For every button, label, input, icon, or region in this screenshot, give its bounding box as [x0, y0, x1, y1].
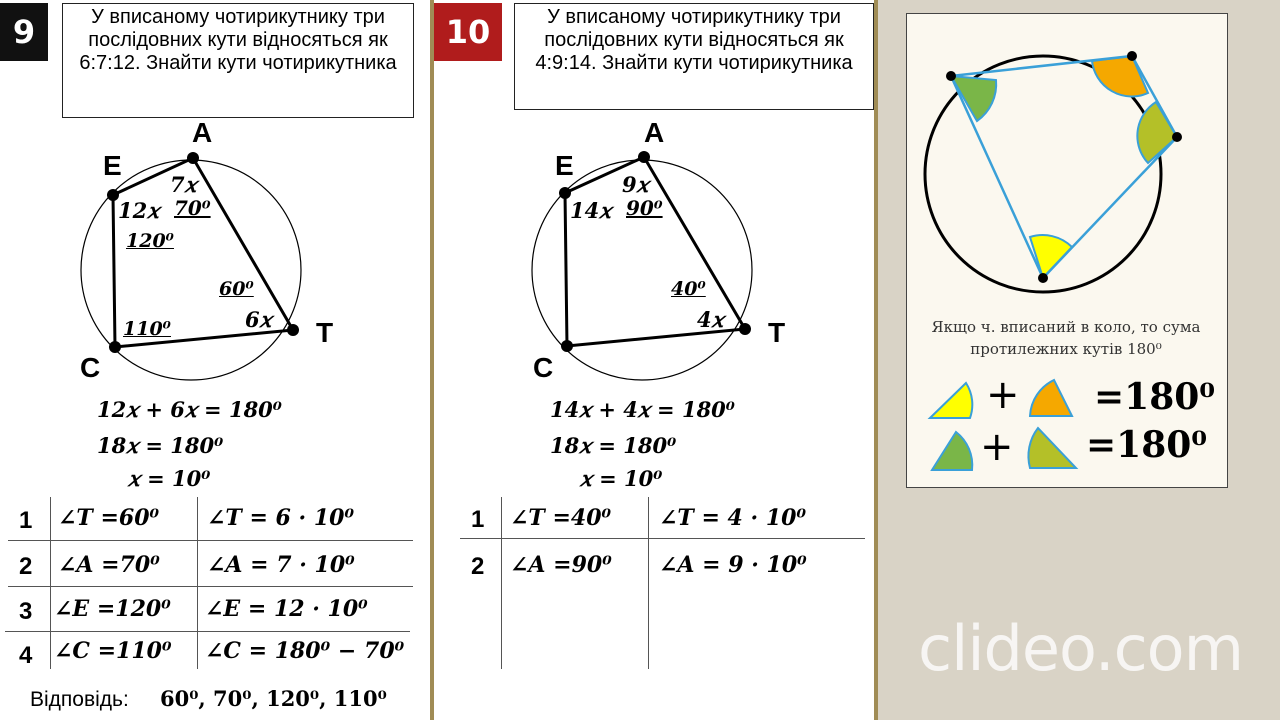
angle-c-deg: 110⁰: [123, 318, 171, 340]
table9-row-1-calc: ∠𝑻 = 6 · 10⁰: [207, 505, 355, 531]
angle-a-deg: 70⁰: [174, 196, 211, 220]
table9-row-line-1: [8, 540, 413, 541]
rule-vertex-dot: [1038, 273, 1048, 283]
vertex-a-label: A: [192, 117, 213, 148]
task9-badge: 9: [0, 3, 48, 61]
table9-row-1-value: ∠𝑻 =60⁰: [58, 505, 160, 531]
vertex-t-label: T: [316, 317, 334, 348]
angle-e-deg: 120⁰: [126, 230, 174, 252]
rule-wedge-olive: [1022, 424, 1080, 472]
rule-vertex-dot: [946, 71, 956, 81]
divider-right: [874, 0, 878, 720]
vertex-e-label: E: [555, 150, 574, 181]
table10-row-2-number: 2: [471, 553, 485, 580]
vertex-a-dot: [638, 151, 650, 163]
table9-row-2-number: 2: [19, 553, 33, 580]
angle-e-x: 14𝑥: [570, 198, 612, 223]
rule-wedge-green: [928, 428, 976, 472]
watermark-logo: clideo.com: [918, 612, 1244, 685]
equation-1: 12𝑥 + 6𝑥 = 180⁰: [97, 397, 282, 422]
table9-row-line-2: [8, 586, 413, 587]
task10-badge: 10: [434, 3, 502, 61]
vertex-c-label: C: [533, 352, 554, 383]
table10-row-1-number: 1: [471, 506, 485, 533]
angle-t-deg: 60⁰: [219, 278, 254, 300]
table10-row-2-value: ∠𝑨 =90⁰: [510, 552, 612, 578]
rule-statement: Якщо ч. вписаний в коло, то сума протилежних кутів 180⁰: [931, 318, 1201, 358]
rule-wedge-yellow: [926, 378, 974, 420]
vertex-c-dot: [109, 341, 121, 353]
table9-col-divider-1: [50, 497, 51, 669]
rule-equation-2: =180⁰: [1086, 424, 1208, 466]
angle-a-deg: 90⁰: [626, 196, 663, 220]
rule-vertex-dot: [1127, 51, 1137, 61]
vertex-e-label: E: [103, 150, 122, 181]
angle-e-x: 12𝑥: [118, 198, 160, 223]
vertex-a-dot: [187, 152, 199, 164]
equation-1: 14𝑥 + 4𝑥 = 180⁰: [550, 397, 735, 422]
table10-row-line-1: [460, 538, 865, 539]
answer-values: 60⁰, 70⁰, 120⁰, 110⁰: [160, 686, 387, 711]
rule-angle-topleft: [951, 76, 996, 121]
table9-col-divider-2: [197, 497, 198, 669]
angle-a-x: 9𝑥: [622, 172, 649, 197]
table9-row-1-number: 1: [19, 507, 33, 534]
equation-2: 18𝑥 = 180⁰: [97, 433, 224, 458]
table9-row-4-calc: ∠𝑪 = 180⁰ − 70⁰: [205, 638, 405, 664]
task9-diagram: [0, 0, 430, 400]
angle-a-x: 7𝑥: [170, 172, 197, 197]
equation-3: 𝑥 = 10⁰: [128, 466, 211, 491]
vertex-a-label: A: [644, 117, 665, 148]
table9-row-3-number: 3: [19, 598, 33, 625]
table10-row-1-calc: ∠𝑻 = 4 · 10⁰: [659, 505, 807, 531]
equation-2: 18𝑥 = 180⁰: [550, 433, 677, 458]
table10-col-divider-2: [648, 497, 649, 669]
vertex-t-dot: [739, 323, 751, 335]
task9-statement: У вписаному чотирикутнику три послідовних кути відносяться як 6:7:12. Знайти кути чотирикутника: [62, 3, 414, 118]
task10-statement: У вписаному чотирикутнику три послідовних кути відносяться як 4:9:14. Знайти кути чотирикутника: [514, 3, 874, 110]
vertex-c-label: C: [80, 352, 101, 383]
angle-t-x: 6𝑥: [245, 307, 272, 332]
table9-row-4-value: ∠𝑪 =110⁰: [54, 638, 172, 664]
rule-plus-2: +: [980, 424, 1014, 470]
table10-col-divider-1: [501, 497, 502, 669]
vertex-t-dot: [287, 324, 299, 336]
rule-angle-bottom: [1030, 235, 1072, 278]
angle-t-deg: 40⁰: [671, 278, 706, 300]
angle-t-x: 4𝑥: [697, 307, 724, 332]
table10-row-2-calc: ∠𝑨 = 9 · 10⁰: [659, 552, 807, 578]
rule-angle-topright: [1092, 56, 1148, 96]
rule-diagram: [906, 13, 1226, 313]
table9-row-3-value: ∠𝑬 =120⁰: [54, 596, 171, 622]
rule-wedge-orange: [1024, 376, 1076, 420]
table9-row-2-value: ∠𝑨 =70⁰: [58, 552, 160, 578]
rule-plus-1: +: [986, 372, 1020, 418]
vertex-t-label: T: [768, 317, 786, 348]
table9-row-4-number: 4: [19, 642, 33, 669]
vertex-c-dot: [561, 340, 573, 352]
table9-row-3-calc: ∠𝑬 = 12 · 10⁰: [205, 596, 368, 622]
table9-row-line-3: [5, 631, 410, 632]
rule-equation-1: =180⁰: [1094, 376, 1216, 418]
answer-label: Відповідь:: [30, 688, 129, 711]
table10-row-1-value: ∠𝑻 =40⁰: [510, 505, 612, 531]
table9-row-2-calc: ∠𝑨 = 7 · 10⁰: [207, 552, 355, 578]
equation-3: 𝑥 = 10⁰: [580, 466, 663, 491]
rule-vertex-dot: [1172, 132, 1182, 142]
